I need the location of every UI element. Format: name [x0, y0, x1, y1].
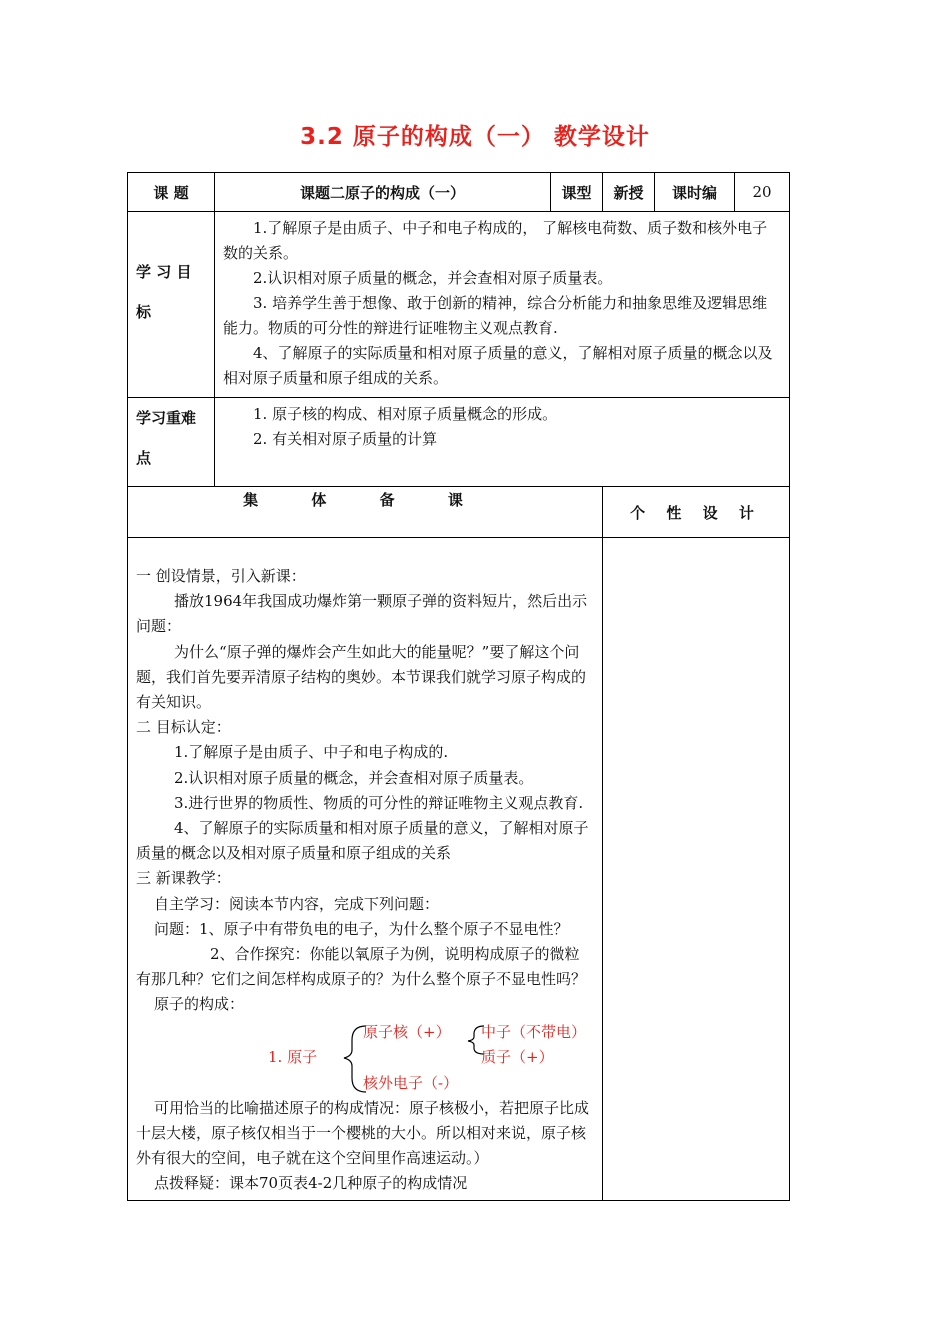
- objectives-label-line1: 学 习 目: [136, 263, 192, 281]
- goal-item: 3.进行世界的物质性、物质的可分性的辩证唯物主义观点教育.: [174, 793, 584, 812]
- document-title: 3.2 原子的构成（一） 教学设计: [300, 124, 650, 150]
- key-points-label-line2: 点: [136, 449, 152, 467]
- objective-item: 3. 培养学生善于想像、敢于创新的精神，综合分析能力和抽象思维及逻辑思维能力。物质的可分性的辩进行证唯物主义观点教育.: [223, 294, 768, 337]
- objective-item: 1.了解原子是由质子、中子和电子构成的， 了解核电荷数、质子数和核外电子数的关系。: [223, 219, 768, 262]
- lesson-body-row: [128, 538, 790, 1201]
- personal-design-content: [603, 538, 790, 1201]
- section-title: 三 新课教学：: [136, 869, 231, 888]
- goal-item: 1.了解原子是由质子、中子和电子构成的.: [174, 743, 449, 762]
- goal-item: 2.认识相对原子质量的概念，并会查相对原子质量表。: [174, 768, 534, 787]
- period-value: 20: [735, 173, 790, 212]
- key-point-item: 2. 有关相对原子质量的计算: [253, 430, 438, 448]
- topic-value: 课题二原子的构成（一）: [215, 173, 551, 212]
- key-point-item: 1. 原子核的构成、相对原子质量概念的形成。: [253, 405, 558, 423]
- paragraph: 自主学习：阅读本节内容，完成下列问题：: [154, 894, 440, 913]
- paragraph: 点拨释疑：课本70页表4-2几种原子的构成情况: [154, 1174, 468, 1193]
- type-label: 课型: [551, 173, 603, 212]
- section-title: 二 目标认定：: [136, 718, 231, 737]
- paragraph: 播放1964年我国成功爆炸第一颗原子弹的资料短片，然后出示问题：: [136, 592, 588, 636]
- header-row: [128, 173, 790, 212]
- diagram-root: 1. 原子: [268, 1047, 318, 1066]
- paragraph: 原子的构成：: [154, 995, 245, 1014]
- objectives-content: [215, 212, 790, 398]
- atom-structure-diagram: [136, 1020, 594, 1096]
- paragraph: 可用恰当的比喻描述原子的构成情况：原子核极小，若把原子比成十层大楼，原子核仅相当于一个樱桃的大小。所以相对来说，原子核外有很大的空间，电子就在这个空间里作高速运动。）: [136, 1098, 590, 1168]
- diagram-neutron: 中子（不带电）: [481, 1022, 587, 1041]
- objective-item: 4、了解原子的实际质量和相对原子质量的意义，了解相对原子质量的概念以及相对原子质量和原子组成的关系。: [223, 344, 773, 387]
- section-title: 一 创设情景，引入新课：: [136, 567, 306, 585]
- objective-item: 2.认识相对原子质量的概念，并会查相对原子质量表。: [253, 269, 613, 287]
- objectives-label-line2: 标: [136, 303, 152, 321]
- objectives-label: [128, 212, 215, 398]
- personal-header: 个 性 设 计: [603, 487, 790, 538]
- diagram-electron: 核外电子（-）: [363, 1073, 459, 1092]
- key-points-content: [215, 398, 790, 487]
- key-points-label-line1: 学习重难: [136, 409, 197, 427]
- key-points-row: [128, 398, 790, 487]
- goal-item: 4、了解原子的实际质量和相对原子质量的意义，了解相对原子质量的概念以及相对原子质量和原子组成的关系: [136, 819, 589, 863]
- diagram-nucleus: 原子核（+）: [363, 1022, 451, 1041]
- collective-header: 集 体 备 课: [128, 487, 603, 538]
- section-header-row: [128, 487, 790, 538]
- collective-content: [128, 538, 603, 1201]
- type-value: 新授: [603, 173, 655, 212]
- key-points-label: [128, 398, 215, 487]
- diagram-proton: 质子（+）: [481, 1047, 554, 1066]
- topic-label: 课 题: [128, 173, 215, 212]
- period-label: 课时编: [655, 173, 735, 212]
- paragraph: 问题：1、原子中有带负电的电子，为什么整个原子不显电性？: [154, 919, 569, 938]
- objectives-row: [128, 212, 790, 398]
- paragraph: 为什么“原子弹的爆炸会产生如此大的能量呢？”要了解这个问题，我们首先要弄清原子结构的奥妙。本节课我们就学习原子构成的有关知识。: [136, 642, 587, 712]
- paragraph: 2、合作探究：你能以氧原子为例，说明构成原子的微粒有那几种？它们之间怎样构成原子的？为什么整个原子不显电性吗？: [136, 945, 587, 989]
- lesson-plan-table: [127, 172, 790, 1201]
